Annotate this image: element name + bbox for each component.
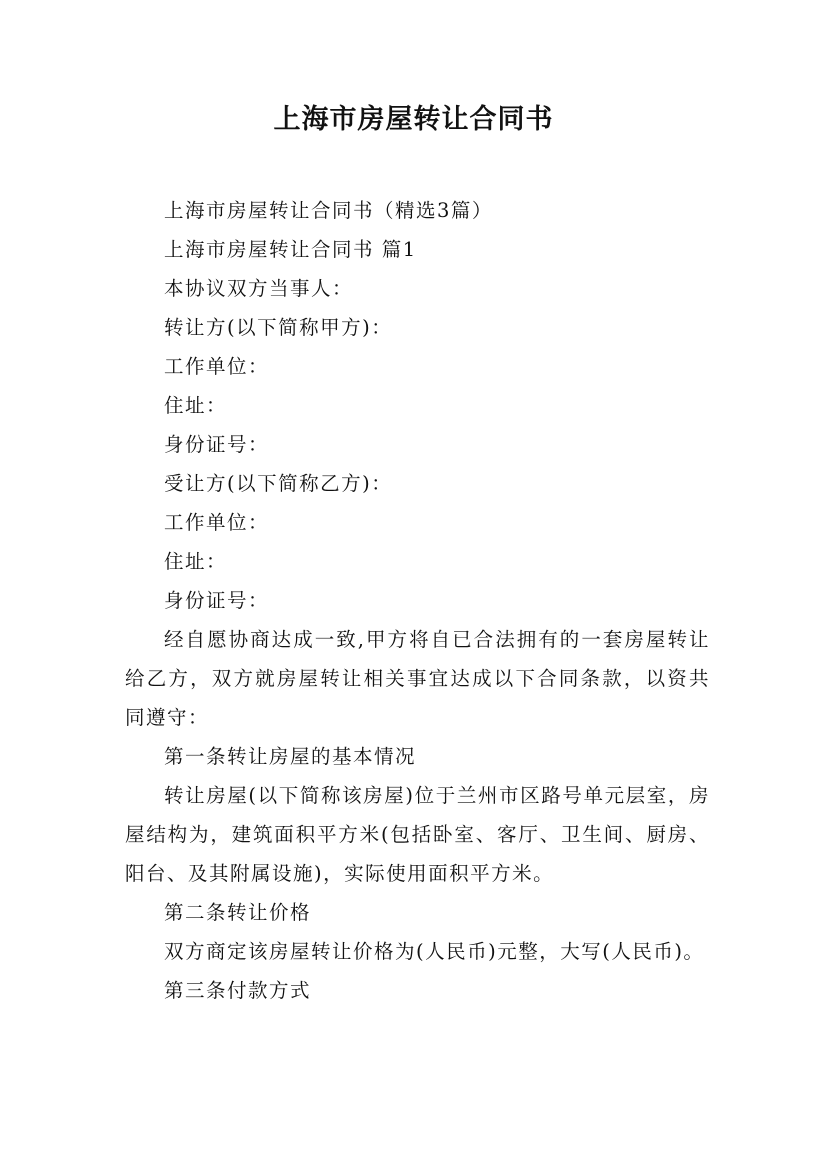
paragraph-transferee: 受让方(以下简称乙方)： bbox=[164, 472, 393, 495]
document-title: 上海市房屋转让合同书 bbox=[273, 104, 554, 135]
paragraph-subtitle: 上海市房屋转让合同书（精选3篇） bbox=[164, 199, 493, 222]
paragraph-transferee-address: 住址： bbox=[164, 550, 228, 573]
paragraph-transferor-employer: 工作单位： bbox=[164, 355, 270, 378]
paragraph-article-1-heading: 第一条转让房屋的基本情况 bbox=[164, 745, 417, 768]
document-body bbox=[125, 191, 710, 1010]
paragraph-transferee-employer: 工作单位： bbox=[164, 511, 270, 534]
paragraph-parties: 本协议双方当事人： bbox=[164, 277, 354, 300]
paragraph-transferee-id: 身份证号： bbox=[164, 589, 270, 612]
paragraph-article-2-body: 双方商定该房屋转让价格为(人民币)元整，大写(人民币)。 bbox=[164, 940, 705, 963]
paragraph-transferor-id: 身份证号： bbox=[164, 433, 270, 456]
paragraph-article-1-body: 转让房屋(以下简称该房屋)位于兰州市区路号单元层室，房屋结构为，建筑面积平方米(包括卧室、客厅、卫生间、厨房、阳台、及其附属设施)，实际使用面积平方米。 bbox=[125, 784, 710, 885]
paragraph-agreement-intro: 经自愿协商达成一致,甲方将自已合法拥有的一套房屋转让给乙方，双方就房屋转让相关事宜达成以下合同条款，以资共同遵守： bbox=[125, 628, 710, 729]
paragraph-transferor: 转让方(以下简称甲方)： bbox=[164, 316, 393, 339]
paragraph-transferor-address: 住址： bbox=[164, 394, 228, 417]
paragraph-article-3-heading: 第三条付款方式 bbox=[164, 979, 312, 1002]
paragraph-article-2-heading: 第二条转让价格 bbox=[164, 901, 312, 924]
paragraph-section-heading: 上海市房屋转让合同书 篇1 bbox=[164, 238, 417, 261]
